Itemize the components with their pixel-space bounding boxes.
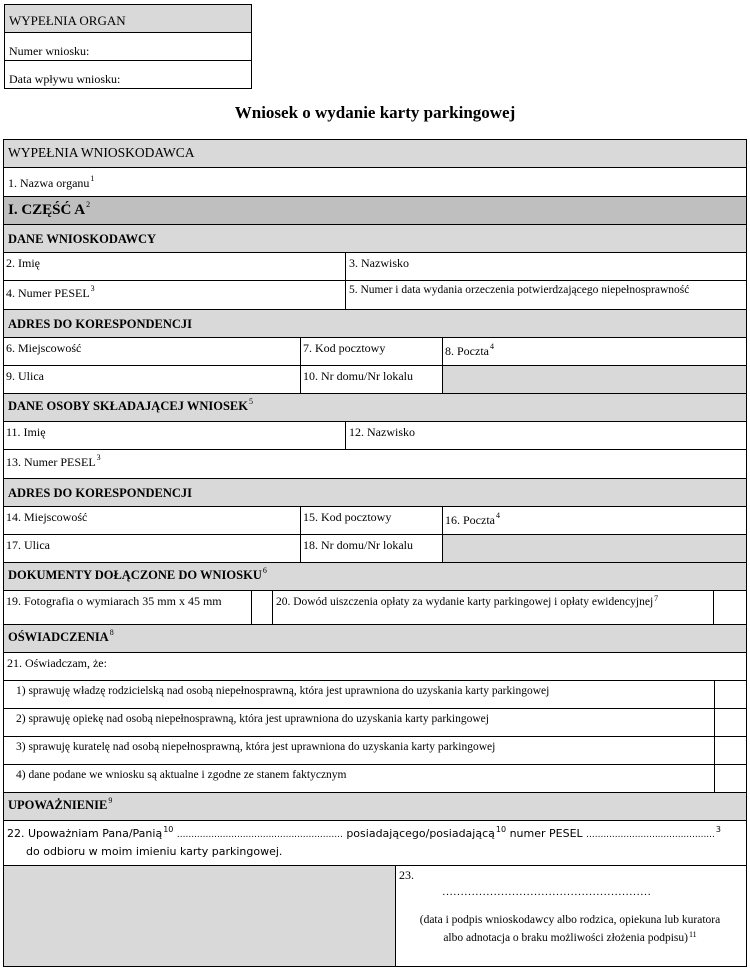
osoba-poczta-field[interactable] (442, 506, 747, 535)
osoba-kod-pocztowy-label: 15. Kod pocztowy (303, 510, 392, 524)
data-wplywu-field[interactable] (4, 60, 252, 89)
dokumenty-header-cell (3, 562, 747, 591)
wnioskodawca-header: WYPEŁNIA WNIOSKODAWCA (8, 145, 195, 160)
footnote-ref: 5 (248, 397, 253, 406)
adres1-header: ADRES DO KORESPONDENCJI (8, 317, 193, 331)
miejscowosc-field[interactable] (3, 337, 301, 366)
osoba-ulica-field[interactable] (3, 534, 301, 563)
data-wplywu-label: Data wpływu wniosku: (9, 72, 121, 86)
upowaznienie-header-cell (3, 792, 747, 821)
oswiadczenie-checkbox[interactable] (714, 708, 747, 737)
oswiadczenie-label: 3) sprawuję kuratelę nad osobą niepełnosprawną, która jest uprawniona do uzyskania karty parkingowej (16, 741, 496, 753)
kod-pocztowy-field[interactable] (300, 337, 443, 366)
podpis-dots: ………………………………………………… (442, 886, 651, 898)
dowod-row (272, 590, 714, 625)
osoba-pesel-label: 13. Numer PESEL$^3$ (6, 453, 101, 469)
footnote-ref: 3 (90, 284, 95, 293)
organ-header-cell (4, 4, 252, 33)
imie-label: 2. Imię (6, 256, 40, 270)
osoba-nr-domu-field[interactable] (300, 534, 443, 563)
footnote-ref: 3 (715, 825, 721, 834)
dane-osoby-header: DANE OSOBY SKŁADAJĄCEJ WNIOSEK$^5$ (8, 397, 253, 413)
footnote-ref: 7 (654, 594, 659, 603)
adres2-header: ADRES DO KORESPONDENCJI (8, 486, 193, 500)
osoba-nr-domu-label: 18. Nr domu/Nr lokalu (303, 538, 413, 552)
nazwisko-label: 3. Nazwisko (349, 256, 409, 270)
footnote-ref: 3 (96, 453, 101, 462)
oswiadczenie-label: 4) dane podane we wniosku są aktualne i zgodne ze stanem faktycznym (16, 769, 347, 781)
oswiadczenie-row (3, 708, 715, 737)
osoba-poczta-label: 16. Poczta$^4$ (445, 511, 500, 527)
page-title: Wniosek o wydanie karty parkingowej (234, 103, 516, 122)
oswiadczenia-header-cell (3, 624, 747, 653)
dane-osoby-header-cell (3, 393, 747, 422)
wnioskodawca-header-cell (3, 139, 747, 168)
oswiadczenie-checkbox[interactable] (714, 764, 747, 793)
adres2-header-cell (3, 478, 747, 507)
oswiadczenie-label: 2) sprawuję opiekę nad osobą niepełnosprawną, która jest uprawniona do uzyskania karty parkingowej (16, 713, 489, 725)
upowaznienie-line1: 22. Upoważniam Pana/Panią$^{10}$ .......................................................... posiadającego/posiadającą$^{10}$ numer PESEL .............................................$^3$ (7, 825, 721, 840)
pesel-label: 4. Numer PESEL$^3$ (6, 284, 95, 300)
podpis-caption-line2: albo adnotacja o braku możliwości złożenia podpisu)$^{11}$ (443, 930, 697, 944)
dowod-label: 20. Dowód uiszczenia opłaty za wydanie karty parkingowej i opłaty ewidencyjnej$^7$ (276, 594, 659, 608)
osoba-ulica-label: 17. Ulica (6, 538, 50, 552)
poczta-field[interactable] (442, 337, 747, 366)
pesel-field[interactable] (3, 280, 346, 310)
footnote-ref: 4 (496, 511, 500, 520)
oswiadczenie-checkbox[interactable] (714, 680, 747, 709)
fotografia-label: 19. Fotografia o wymiarach 35 mm x 45 mm (6, 594, 222, 608)
footnote-ref: 8 (109, 628, 114, 637)
empty-gray-cell (442, 534, 747, 563)
orzeczenie-label: 5. Numer i data wydania orzeczenia potwierdzającego niepełnosprawność (349, 284, 690, 296)
oswiadczenie-row (3, 680, 715, 709)
nazwisko-field[interactable] (345, 252, 747, 281)
footnote-ref: 10 (495, 825, 507, 834)
pelnomocnik-dots: .......................................................... (176, 830, 343, 840)
empty-gray-cell (442, 365, 747, 394)
fotografia-row (3, 590, 252, 625)
footnote-ref: 10 (163, 825, 174, 834)
oswiadczenia-intro: 21. Oświadczam, że: (7, 656, 107, 670)
adres1-header-cell (3, 309, 747, 338)
podpis-caption-line1: (data i podpis wnioskodawcy albo rodzica, opiekuna lub kuratora (419, 914, 721, 926)
footnote-ref: 11 (688, 930, 697, 939)
dowod-checkbox[interactable] (713, 590, 747, 625)
oswiadczenia-header: OŚWIADCZENIA$^8$ (8, 628, 114, 644)
czesc-a-header-cell (3, 196, 747, 225)
oswiadczenie-row (3, 764, 715, 793)
footnote-ref: 4 (490, 342, 494, 351)
osoba-imie-label: 11. Imię (6, 425, 46, 439)
czesc-a-label: I. CZĘŚĆ $A^2$ (8, 200, 91, 218)
ulica-field[interactable] (3, 365, 301, 394)
pesel-dots: ............................................. (586, 830, 715, 840)
orzeczenie-field[interactable] (345, 280, 747, 310)
footnote-ref: 6 (262, 566, 267, 575)
fotografia-checkbox[interactable] (251, 590, 273, 625)
osoba-kod-pocztowy-field[interactable] (300, 506, 443, 535)
footnote-ref: 1 (90, 174, 95, 183)
oswiadczenia-intro-cell (3, 652, 747, 681)
oswiadczenie-label: 1) sprawuję władzę rodzicielską nad osobą niepełnosprawną, która jest uprawniona do uzyskania karty parkingowej (16, 685, 550, 697)
podpis-number: 23. (399, 868, 414, 882)
numer-wniosku-field[interactable] (4, 32, 252, 61)
dokumenty-header: DOKUMENTY DOŁĄCZONE DO WNIOSKU$^6$ (8, 566, 267, 582)
osoba-miejscowosc-label: 14. Miejscowość (6, 510, 88, 524)
nazwa-organu-field[interactable] (3, 167, 747, 197)
footnote-ref: 9 (108, 796, 113, 805)
osoba-nazwisko-field[interactable] (345, 421, 747, 450)
organ-header: WYPEŁNIA ORGAN (9, 13, 126, 28)
upowaznienie-line2: do odbioru w moim imieniu karty parkingowej. (26, 845, 283, 858)
osoba-imie-field[interactable] (3, 421, 346, 450)
podpis-field[interactable] (395, 865, 747, 967)
dane-wnioskodawcy-header: DANE WNIOSKODAWCY (8, 232, 157, 246)
oswiadczenie-row (3, 736, 715, 765)
imie-field[interactable] (3, 252, 346, 281)
footnote-ref: 2 (86, 200, 91, 209)
miejscowosc-label: 6. Miejscowość (6, 341, 82, 355)
nr-domu-field[interactable] (300, 365, 443, 394)
upowaznienie-field[interactable] (3, 820, 747, 866)
nr-domu-label: 10. Nr domu/Nr lokalu (303, 369, 413, 383)
numer-wniosku-label: Numer wniosku: (9, 44, 90, 58)
poczta-label: 8. Poczta$^4$ (445, 342, 494, 358)
kod-pocztowy-label: 7. Kod pocztowy (303, 341, 386, 355)
osoba-pesel-field[interactable] (3, 449, 747, 479)
osoba-miejscowosc-field[interactable] (3, 506, 301, 535)
nazwa-organu-label: 1. Nazwa organu$^1$ (8, 174, 95, 190)
ulica-label: 9. Ulica (6, 369, 44, 383)
dane-wnioskodawcy-header-cell (3, 224, 747, 253)
oswiadczenie-checkbox[interactable] (714, 736, 747, 765)
osoba-nazwisko-label: 12. Nazwisko (349, 425, 415, 439)
empty-gray-cell (3, 865, 396, 967)
upowaznienie-header: UPOWAŻNIENIE$^9$ (8, 796, 113, 812)
